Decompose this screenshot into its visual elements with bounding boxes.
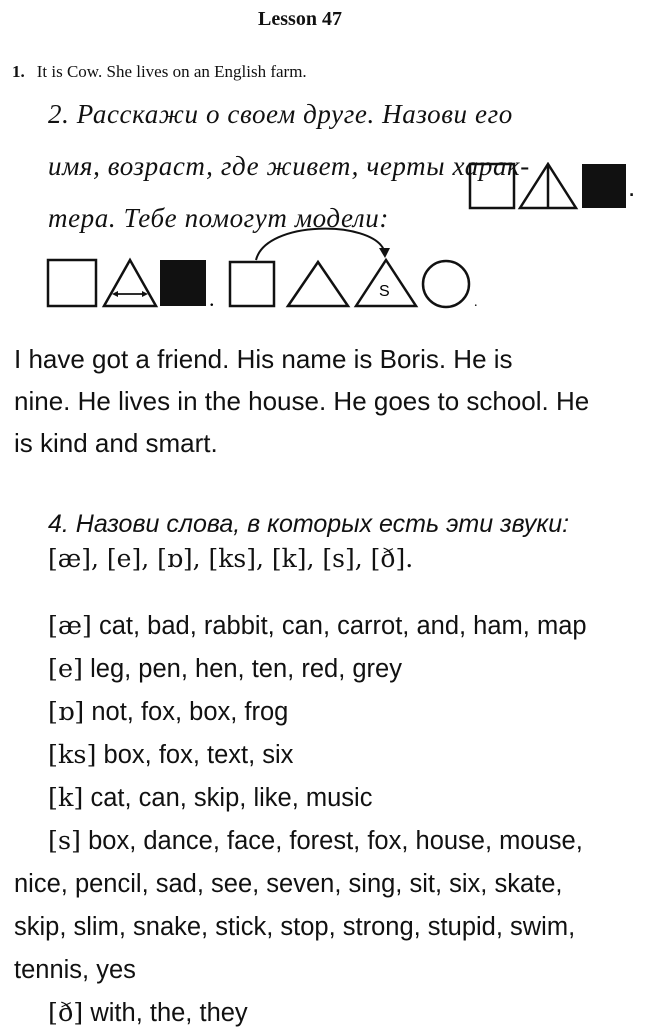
sound-words: not, fox, box, frog [91, 698, 289, 726]
model-square-outline-2 [48, 260, 96, 306]
list-item-continuation: tennis, yes [14, 956, 136, 984]
exercise-2-line-3: тера. Тебе помогут модели: [48, 203, 389, 233]
curved-arrow-icon [256, 229, 384, 260]
exercise-4-sounds: [æ], [e], [ɒ], [ks], [k], [s], [ð]. [48, 544, 414, 573]
sound-words: box, dance, face, forest, fox, house, mouse, [88, 827, 583, 855]
sound-words: box, fox, text, six [103, 741, 294, 769]
exercise-2-line-1: 2. Расскажи о своем друге. Назови его [48, 99, 513, 129]
sound-label: [e] [48, 654, 83, 684]
answer-2-line-2: nine. He lives in the house. He goes to school. He [14, 386, 590, 416]
model-shapes-inline [468, 162, 630, 212]
model-triangle-arrow [104, 260, 156, 306]
model-circle [423, 261, 469, 307]
sound-label: [s] [48, 826, 81, 856]
sound-words: cat, can, skip, like, music [90, 784, 373, 812]
model-line-dot: . [628, 172, 636, 202]
list-item [14, 605, 652, 648]
model-shapes-row [46, 222, 496, 312]
sound-words: leg, pen, hen, ten, red, grey [90, 655, 402, 683]
sound-words: with, the, they [90, 999, 248, 1027]
model-square-filled-2 [160, 260, 206, 306]
list-item-continuation: skip, slim, snake, stick, stop, strong, stupid, swim, [14, 913, 576, 941]
list-item-continuation: nice, pencil, sad, see, seven, sing, sit, six, skate, [14, 870, 563, 898]
model-square-outline [470, 164, 514, 208]
model-square-filled [582, 164, 626, 208]
sound-label: [ks] [48, 740, 97, 770]
list-item [14, 777, 652, 820]
list-item [14, 820, 652, 863]
lesson-title: Lesson 47 [258, 8, 342, 30]
exercise-1 [12, 62, 307, 82]
answers-4-list [14, 605, 652, 1035]
sound-label: [k] [48, 783, 84, 813]
model-triangle-outline [288, 262, 348, 306]
model-row-dot-1: . [209, 286, 215, 311]
exercise-2-line-2: имя, возраст, где живет, черты харак- [48, 151, 530, 181]
answer-2-paragraph [14, 338, 646, 464]
answer-2-line-3: is kind and smart. [14, 428, 218, 458]
exercise-1-number: 1. [12, 62, 25, 81]
model-square-outline-3 [230, 262, 274, 306]
answer-2-line-1: I have got a friend. His name is Boris. He is [14, 344, 513, 374]
model-row-dot-2: . [474, 295, 478, 310]
list-item [14, 648, 652, 691]
exercise-1-text: It is Cow. She lives on an English farm. [36, 62, 307, 81]
model-triangle-s-label: S [379, 283, 390, 300]
list-item [14, 734, 652, 777]
sound-label: [ɒ] [48, 697, 85, 727]
list-item [14, 992, 652, 1035]
list-item [14, 691, 652, 734]
sound-label: [æ] [48, 611, 92, 641]
sound-label: [ð] [48, 998, 84, 1028]
sound-words: cat, bad, rabbit, can, carrot, and, ham, map [98, 612, 587, 640]
exercise-4-title: 4. Назови слова, в которых есть эти звуки: [48, 510, 570, 538]
